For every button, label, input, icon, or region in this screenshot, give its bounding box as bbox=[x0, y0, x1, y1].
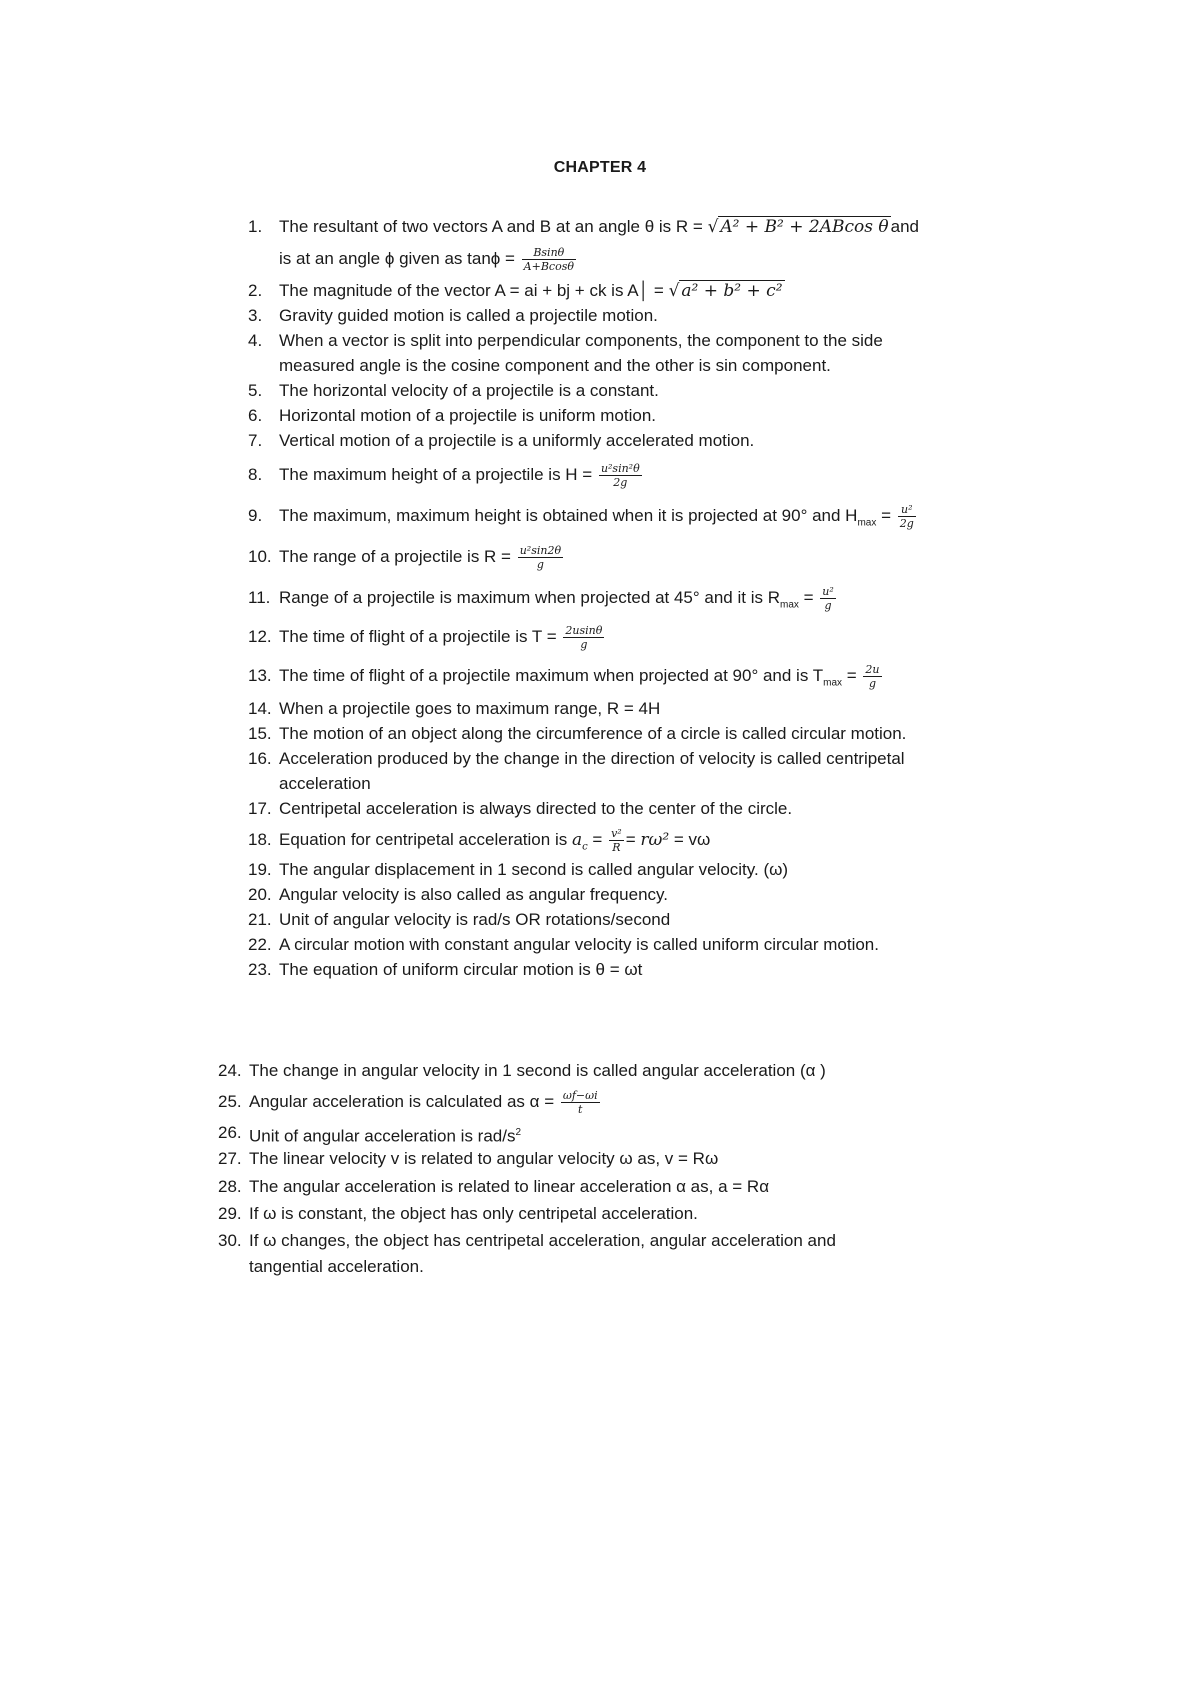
item-number: 14. bbox=[248, 699, 272, 718]
item-text: The angular displacement in 1 second is called angular velocity. (ω) bbox=[279, 860, 789, 879]
item-text: Acceleration produced by the change in the direction of velocity is called centripetal bbox=[279, 749, 905, 768]
item-number: 18. bbox=[248, 830, 272, 849]
square-root-expression: √ A² + B² + 2ABcos θ bbox=[707, 217, 889, 237]
item-number: 20. bbox=[248, 885, 272, 904]
item-text: Unit of angular velocity is rad/s OR rotations/second bbox=[279, 910, 671, 929]
item-text: Angular velocity is also called as angular frequency. bbox=[279, 885, 669, 904]
item-text: Angular acceleration is calculated as α = bbox=[249, 1092, 559, 1111]
item-number: 6. bbox=[248, 406, 263, 425]
list-item-continuation: measured angle is the cosine component and the other is sin component. bbox=[279, 356, 831, 375]
item-number: 19. bbox=[248, 860, 272, 879]
item-text: and bbox=[890, 217, 919, 236]
list-item-continuation bbox=[279, 246, 578, 273]
math-symbol: a bbox=[571, 830, 583, 850]
item-text: Vertical motion of a projectile is a uniformly accelerated motion. bbox=[279, 431, 755, 450]
item-text: Range of a projectile is maximum when projected at 45° and it is R bbox=[279, 588, 780, 607]
item-text: The magnitude of the vector A = ai + bj + ck is A│ = bbox=[279, 281, 669, 300]
item-number: 30. bbox=[218, 1231, 242, 1250]
item-text: Gravity guided motion is called a projectile motion. bbox=[279, 306, 658, 325]
item-number: 5. bbox=[248, 381, 263, 400]
item-number: 11. bbox=[248, 588, 271, 607]
list-item-continuation: tangential acceleration. bbox=[249, 1257, 424, 1276]
item-text: The equation of uniform circular motion is θ = ωt bbox=[279, 960, 643, 979]
superscript: 2 bbox=[515, 1127, 522, 1138]
item-text: The range of a projectile is R = bbox=[279, 547, 516, 566]
item-text: When a vector is split into perpendicular components, the component to the side bbox=[279, 331, 883, 350]
item-number: 12. bbox=[248, 627, 272, 646]
item-number: 15. bbox=[248, 724, 272, 743]
item-number: 26. bbox=[218, 1123, 242, 1142]
item-text: Horizontal motion of a projectile is uniform motion. bbox=[279, 406, 656, 425]
item-text: = bbox=[842, 666, 862, 685]
item-text: Unit of angular acceleration is rad/s bbox=[249, 1126, 516, 1146]
item-text: The time of flight of a projectile is T = bbox=[279, 627, 562, 646]
item-text: The resultant of two vectors A and B at an angle θ is R = bbox=[279, 217, 708, 236]
fraction: $\frac{2u}{g}$ bbox=[865, 663, 880, 691]
fraction: $\frac{\text{u²sin²θ}}{2g}$ bbox=[600, 462, 640, 490]
math-symbol: rω² bbox=[640, 830, 670, 850]
item-text: is at an angle ϕ given as tanϕ = bbox=[279, 249, 520, 268]
fraction: $\frac{\text{v²}}{R}$ bbox=[611, 827, 622, 855]
fraction: $\frac{Bsin\theta}{A+Bcos\theta}$ bbox=[523, 246, 574, 274]
item-number: 16. bbox=[248, 749, 272, 768]
item-text: Equation for centripetal acceleration is bbox=[279, 830, 572, 849]
item-number: 7. bbox=[248, 431, 263, 450]
item-number: 4. bbox=[248, 331, 263, 350]
item-text: The horizontal velocity of a projectile is a constant. bbox=[279, 381, 659, 400]
item-text: The linear velocity v is related to angular velocity ω as, v = Rω bbox=[249, 1149, 719, 1168]
square-root-expression: √ a² + b² + c² bbox=[668, 281, 783, 301]
item-text: If ω is constant, the object has only centripetal acceleration. bbox=[249, 1204, 698, 1223]
item-number: 9. bbox=[248, 506, 263, 525]
item-text: When a projectile goes to maximum range, R = 4H bbox=[279, 699, 661, 718]
item-number: 10. bbox=[248, 547, 272, 566]
item-number: 21. bbox=[248, 910, 272, 929]
fraction: $\frac{\text{u²}}{2g}$ bbox=[899, 503, 914, 531]
fraction: $\frac{2usin\theta}{g}$ bbox=[565, 624, 603, 652]
item-number: 25. bbox=[218, 1092, 242, 1111]
item-text: = bbox=[798, 588, 819, 607]
subscript: max bbox=[780, 599, 799, 611]
item-text: = bbox=[876, 506, 896, 525]
item-text: = bbox=[625, 830, 641, 849]
item-text: A circular motion with constant angular velocity is called uniform circular motion. bbox=[279, 935, 879, 954]
item-number: 24. bbox=[218, 1061, 242, 1080]
item-text: The time of flight of a projectile maximum when projected at 90° and is T bbox=[279, 666, 824, 685]
fraction: $\frac{\omega f-\omega i}{t}$ bbox=[562, 1089, 598, 1117]
item-number: 1. bbox=[248, 217, 263, 236]
subscript: max bbox=[823, 677, 843, 689]
item-number: 8. bbox=[248, 465, 263, 484]
item-number: 29. bbox=[218, 1204, 242, 1223]
item-number: 22. bbox=[248, 935, 272, 954]
item-text: = bbox=[587, 830, 608, 849]
subscript: c bbox=[582, 841, 588, 853]
item-number: 3. bbox=[248, 306, 263, 325]
item-text: Centripetal acceleration is always directed to the center of the circle. bbox=[279, 799, 793, 818]
item-text: The angular acceleration is related to linear acceleration α as, a = Rα bbox=[249, 1177, 770, 1196]
item-text: The motion of an object along the circumference of a circle is called circular motion. bbox=[279, 724, 907, 743]
item-text: The maximum height of a projectile is H = bbox=[279, 465, 597, 484]
item-number: 28. bbox=[218, 1177, 242, 1196]
item-number: 23. bbox=[248, 960, 272, 979]
item-number: 17. bbox=[248, 799, 272, 818]
item-text: The maximum, maximum height is obtained when it is projected at 90° and H bbox=[279, 506, 858, 525]
item-number: 27. bbox=[218, 1149, 242, 1168]
chapter-title: CHAPTER 4 bbox=[553, 159, 647, 176]
item-text: If ω changes, the object has centripetal acceleration, angular acceleration and bbox=[249, 1231, 836, 1250]
fraction: $\frac{\text{u²}}{g}$ bbox=[822, 585, 834, 613]
item-text: The change in angular velocity in 1 second is called angular acceleration (α ) bbox=[249, 1061, 826, 1080]
fraction: $\frac{\text{u²sin2θ}}{g}$ bbox=[519, 544, 562, 572]
item-number: 13. bbox=[248, 666, 272, 685]
list-item-continuation: acceleration bbox=[279, 774, 371, 793]
subscript: max bbox=[857, 517, 877, 529]
item-text: = vω bbox=[669, 830, 711, 849]
item-number: 2. bbox=[248, 281, 263, 300]
